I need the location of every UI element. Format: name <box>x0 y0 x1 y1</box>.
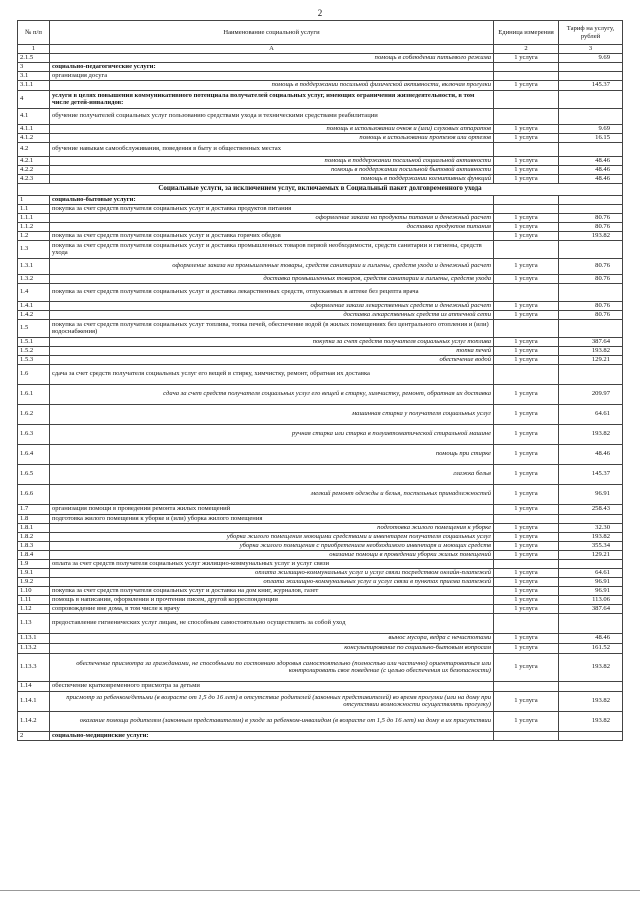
tariff-value: 48.46 <box>559 444 623 464</box>
table-row <box>18 62 623 71</box>
tariff-value: 258.43 <box>559 504 623 514</box>
table-row <box>18 424 623 444</box>
table-row <box>18 222 623 231</box>
tariff-value <box>559 613 623 633</box>
service-name: помощь в написании, оформлении и прочтении писем, другой корреспонденции <box>50 595 494 604</box>
table-row <box>18 484 623 504</box>
table-row <box>18 514 623 523</box>
row-number: 4.2.1 <box>18 156 50 165</box>
table-row <box>18 355 623 364</box>
tariff-value: 9.69 <box>559 53 623 62</box>
unit-of-measure: 1 услуга <box>494 258 559 274</box>
tariff-value <box>559 319 623 337</box>
unit-of-measure <box>494 613 559 633</box>
unit-of-measure <box>494 283 559 301</box>
service-name: социально-медицинские услуги: <box>50 731 494 740</box>
tariff-value: 193.82 <box>559 711 623 731</box>
tariff-value <box>559 204 623 213</box>
row-number: 1.5.3 <box>18 355 50 364</box>
table-row <box>18 108 623 124</box>
service-name: обеспечение присмотра за гражданами, не способными по состоянию здоровья самостоятельно (полностью или частично) ориентироваться или контролировать свое поведение (с целью обеспечения их безопасности) <box>50 653 494 681</box>
service-name: помощь в поддержании когнитивных функций <box>50 174 494 183</box>
unit-of-measure: 1 услуга <box>494 595 559 604</box>
row-number: 4.2.2 <box>18 165 50 174</box>
table-row <box>18 165 623 174</box>
column-number: А <box>50 45 494 54</box>
tariff-value: 209.97 <box>559 384 623 404</box>
unit-of-measure: 1 услуга <box>494 80 559 90</box>
row-number: 1.8.2 <box>18 532 50 541</box>
tariff-value <box>559 142 623 156</box>
tariff-table <box>17 20 623 741</box>
unit-of-measure: 1 услуга <box>494 53 559 62</box>
tariff-value: 96.91 <box>559 586 623 595</box>
row-number: 4.2.3 <box>18 174 50 183</box>
header-tariff: Тариф на услугу, рублей <box>559 21 623 45</box>
tariff-value: 48.46 <box>559 156 623 165</box>
unit-of-measure: 1 услуга <box>494 355 559 364</box>
table-row <box>18 364 623 384</box>
row-number: 1.8.3 <box>18 541 50 550</box>
tariff-value <box>559 283 623 301</box>
table-row <box>18 568 623 577</box>
unit-of-measure: 1 услуга <box>494 404 559 424</box>
header-name: Наименование социальной услуги <box>50 21 494 45</box>
service-name: вынос мусора, ведра с нечистотами <box>50 633 494 643</box>
row-number: 1.6 <box>18 364 50 384</box>
table-row <box>18 523 623 532</box>
row-number: 4.1.1 <box>18 124 50 133</box>
unit-of-measure: 1 услуга <box>494 165 559 174</box>
tariff-value <box>559 90 623 108</box>
table-row <box>18 310 623 319</box>
column-number-row <box>18 45 623 54</box>
unit-of-measure: 1 услуга <box>494 424 559 444</box>
table-row <box>18 550 623 559</box>
table-row <box>18 577 623 586</box>
row-number: 1.6.6 <box>18 484 50 504</box>
table-row <box>18 174 623 183</box>
row-number: 1.6.5 <box>18 464 50 484</box>
table-row <box>18 133 623 142</box>
service-name: сопровождение вне дома, в том числе к врачу <box>50 604 494 613</box>
service-name: подготовка жилого помещения к уборке <box>50 523 494 532</box>
tariff-value: 145.37 <box>559 80 623 90</box>
tariff-value: 193.82 <box>559 653 623 681</box>
unit-of-measure <box>494 195 559 204</box>
service-name: обучение получателей социальных услуг пользованию средствами ухода и техническими средствами реабилитации <box>50 108 494 124</box>
row-number: 1.6.3 <box>18 424 50 444</box>
tariff-value: 32.30 <box>559 523 623 532</box>
unit-of-measure: 1 услуга <box>494 231 559 240</box>
table-row <box>18 559 623 568</box>
unit-of-measure: 1 услуга <box>494 568 559 577</box>
table-row <box>18 711 623 731</box>
tariff-value <box>559 364 623 384</box>
tariff-value <box>559 71 623 80</box>
service-name: сдача за счет средств получателя социальных услуг его вещей в стирку, химчистку, ремонт, обратная их доставка <box>50 384 494 404</box>
row-number: 1.7 <box>18 504 50 514</box>
service-name: оплата за счет средств получателя социальных услуг жилищно-коммунальных услуг и услуг связи <box>50 559 494 568</box>
row-number: 1.3.1 <box>18 258 50 274</box>
unit-of-measure <box>494 240 559 258</box>
unit-of-measure: 1 услуга <box>494 586 559 595</box>
service-name: мелкий ремонт одежды и белья, постельных принадлежностей <box>50 484 494 504</box>
page-edge-line <box>0 890 640 891</box>
row-number: 1.9.1 <box>18 568 50 577</box>
row-number: 1.5.1 <box>18 337 50 346</box>
row-number: 1.14.1 <box>18 691 50 711</box>
row-number: 1.1 <box>18 204 50 213</box>
service-name: обучение навыкам самообслуживания, поведения в быту и общественных местах <box>50 142 494 156</box>
unit-of-measure <box>494 62 559 71</box>
table-row <box>18 404 623 424</box>
service-name: социально-педагогические услуги: <box>50 62 494 71</box>
table-row <box>18 532 623 541</box>
unit-of-measure: 1 услуга <box>494 541 559 550</box>
row-number: 1.2 <box>18 231 50 240</box>
service-name: организация помощи в проведении ремонта жилых помещений <box>50 504 494 514</box>
tariff-value: 129.21 <box>559 355 623 364</box>
unit-of-measure: 1 услуга <box>494 643 559 653</box>
tariff-value: 80.76 <box>559 310 623 319</box>
row-number: 2.1.5 <box>18 53 50 62</box>
service-name: уборка жилого помещения моющими средствами и инвентарем получателя социальных услуг <box>50 532 494 541</box>
row-number: 1.14 <box>18 681 50 691</box>
service-name: доставка промышленных товаров, средств санитарии и гигиены, средств ухода <box>50 274 494 283</box>
row-number: 1.13.3 <box>18 653 50 681</box>
table-row <box>18 613 623 633</box>
column-number: 1 <box>18 45 50 54</box>
unit-of-measure: 1 услуга <box>494 523 559 532</box>
header-num: № п/п <box>18 21 50 45</box>
row-number: 4.1.2 <box>18 133 50 142</box>
row-number: 1.3 <box>18 240 50 258</box>
tariff-value: 80.76 <box>559 222 623 231</box>
table-row <box>18 204 623 213</box>
unit-of-measure: 1 услуга <box>494 604 559 613</box>
service-name: покупка за счет средств получателя социальных услуг топлива, топка печей, обеспечение водой (в жилых помещениях без центрального отопления и (или) водоснабжения) <box>50 319 494 337</box>
unit-of-measure: 1 услуга <box>494 133 559 142</box>
unit-of-measure: 1 услуга <box>494 337 559 346</box>
tariff-value: 145.37 <box>559 464 623 484</box>
service-name: уборка жилого помещения с приобретением необходимого инвентаря и моющих средств <box>50 541 494 550</box>
service-name: оказание помощи родителям (законным представителям) в уходе за ребенком-инвалидом (в возрасте от 1,5 до 16 лет) на дому в их присутствии <box>50 711 494 731</box>
service-name: помощь в поддержании посильной социальной активности <box>50 156 494 165</box>
table-row <box>18 283 623 301</box>
unit-of-measure <box>494 364 559 384</box>
unit-of-measure: 1 услуга <box>494 274 559 283</box>
service-name: социально-бытовые услуги: <box>50 195 494 204</box>
row-number: 1.6.1 <box>18 384 50 404</box>
row-number: 1.1.1 <box>18 213 50 222</box>
row-number: 1.12 <box>18 604 50 613</box>
tariff-value: 48.46 <box>559 174 623 183</box>
service-name: обеспечение водой <box>50 355 494 364</box>
service-name: предоставление гигиенических услуг лицам, не способным самостоятельно осуществлять за собой уход <box>50 613 494 633</box>
unit-of-measure <box>494 559 559 568</box>
table-row <box>18 504 623 514</box>
table-row <box>18 274 623 283</box>
row-number: 1.11 <box>18 595 50 604</box>
tariff-value: 193.82 <box>559 424 623 444</box>
unit-of-measure <box>494 142 559 156</box>
tariff-value <box>559 62 623 71</box>
unit-of-measure: 1 услуга <box>494 633 559 643</box>
table-row <box>18 346 623 355</box>
tariff-value: 96.91 <box>559 577 623 586</box>
row-number: 1.6.2 <box>18 404 50 424</box>
service-name: покупка за счет средств получателя социальных услуг и доставка на дом книг, журналов, газет <box>50 586 494 595</box>
table-row <box>18 240 623 258</box>
service-name: помощь в использовании протезов или ортезов <box>50 133 494 142</box>
service-name: оформление заказа на промышленные товары, средств санитарии и гигиены, средств ухода и денежный расчет <box>50 258 494 274</box>
table-row <box>18 586 623 595</box>
unit-of-measure <box>494 731 559 740</box>
table-row <box>18 319 623 337</box>
tariff-value: 9.69 <box>559 124 623 133</box>
table-row <box>18 643 623 653</box>
tariff-value: 161.52 <box>559 643 623 653</box>
tariff-value <box>559 108 623 124</box>
row-number: 1.10 <box>18 586 50 595</box>
unit-of-measure <box>494 681 559 691</box>
service-name: оказание помощи в проведении уборки жилых помещений <box>50 550 494 559</box>
table-row <box>18 90 623 108</box>
row-number: 3.1 <box>18 71 50 80</box>
unit-of-measure: 1 услуга <box>494 711 559 731</box>
tariff-value <box>559 240 623 258</box>
service-name: помощь при стирке <box>50 444 494 464</box>
tariff-value <box>559 681 623 691</box>
row-number: 1.9.2 <box>18 577 50 586</box>
service-name: оплата жилищно-коммунальных услуг и услуг связи в пунктах приема платежей <box>50 577 494 586</box>
row-number: 1.14.2 <box>18 711 50 731</box>
unit-of-measure <box>494 108 559 124</box>
tariff-value: 113.06 <box>559 595 623 604</box>
service-name: помощь в использовании очков и (или) слуховых аппаратов <box>50 124 494 133</box>
table-row <box>18 142 623 156</box>
unit-of-measure: 1 услуга <box>494 310 559 319</box>
table-row <box>18 731 623 740</box>
table-row <box>18 156 623 165</box>
row-number: 1.13.1 <box>18 633 50 643</box>
table-row <box>18 231 623 240</box>
unit-of-measure: 1 услуга <box>494 213 559 222</box>
tariff-value: 16.15 <box>559 133 623 142</box>
table-header-row <box>18 21 623 45</box>
row-number: 1.8 <box>18 514 50 523</box>
section-heading-row <box>18 183 623 195</box>
column-number: 2 <box>494 45 559 54</box>
service-name: организация досуга <box>50 71 494 80</box>
table-row <box>18 604 623 613</box>
service-name: сдача за счет средств получателя социальных услуг его вещей в стирку, химчистку, ремонт, обратная их доставка <box>50 364 494 384</box>
row-number: 1.1.2 <box>18 222 50 231</box>
row-number: 1.5 <box>18 319 50 337</box>
table-row <box>18 464 623 484</box>
row-number: 4 <box>18 90 50 108</box>
table-row <box>18 691 623 711</box>
tariff-value: 48.46 <box>559 165 623 174</box>
row-number: 1.4 <box>18 283 50 301</box>
unit-of-measure <box>494 204 559 213</box>
tariff-value: 193.82 <box>559 532 623 541</box>
row-number: 1.9 <box>18 559 50 568</box>
row-number: 1.13.2 <box>18 643 50 653</box>
unit-of-measure: 1 услуга <box>494 222 559 231</box>
tariff-value: 193.82 <box>559 346 623 355</box>
tariff-value: 387.64 <box>559 604 623 613</box>
table-row <box>18 301 623 310</box>
row-number: 3.1.1 <box>18 80 50 90</box>
tariff-value <box>559 731 623 740</box>
column-number: 3 <box>559 45 623 54</box>
tariff-value: 64.61 <box>559 404 623 424</box>
tariff-value: 80.76 <box>559 274 623 283</box>
row-number: 1.8.4 <box>18 550 50 559</box>
service-name: покупка за счет средств получателя социальных услуг и доставка горячих обедов <box>50 231 494 240</box>
unit-of-measure: 1 услуга <box>494 484 559 504</box>
unit-of-measure <box>494 514 559 523</box>
header-unit: Единица измерения <box>494 21 559 45</box>
unit-of-measure: 1 услуга <box>494 346 559 355</box>
tariff-value: 80.76 <box>559 258 623 274</box>
row-number: 1.13 <box>18 613 50 633</box>
unit-of-measure: 1 услуга <box>494 124 559 133</box>
service-name: оплата жилищно-коммунальных услуг и услуг связи посредством онлайн-платежей <box>50 568 494 577</box>
page-number: 2 <box>317 8 323 18</box>
tariff-value <box>559 195 623 204</box>
tariff-value: 193.82 <box>559 231 623 240</box>
tariff-value <box>559 514 623 523</box>
service-name: помощь в поддержании посильной физической активности, включая прогулки <box>50 80 494 90</box>
service-name: услуги в целях повышения коммуникативного потенциала получателей социальных услуг, имеющих ограничения жизнедеятельности, в том числе детей-инвалидов: <box>50 90 494 108</box>
row-number: 1.8.1 <box>18 523 50 532</box>
service-name: покупка за счет средств получателя социальных услуг топлива <box>50 337 494 346</box>
unit-of-measure <box>494 71 559 80</box>
unit-of-measure <box>494 319 559 337</box>
service-name: доставка лекарственных средств из аптечной сети <box>50 310 494 319</box>
table-row <box>18 195 623 204</box>
service-name: машинная стирка у получателя социальных услуг <box>50 404 494 424</box>
row-number: 1.3.2 <box>18 274 50 283</box>
unit-of-measure: 1 услуга <box>494 301 559 310</box>
table-row <box>18 124 623 133</box>
table-row <box>18 384 623 404</box>
service-name: консультирование по социально-бытовым вопросам <box>50 643 494 653</box>
service-name: оформление заказа лекарственных средств и денежный расчет <box>50 301 494 310</box>
table-row <box>18 53 623 62</box>
unit-of-measure: 1 услуга <box>494 550 559 559</box>
service-name: доставка продуктов питания <box>50 222 494 231</box>
table-row <box>18 541 623 550</box>
service-name: покупка за счет средств получателя социальных услуг и доставка промышленных товаров первой необходимости, средств санитарии и гигиены, средств ухода <box>50 240 494 258</box>
service-name: покупка за счет средств получателя социальных услуг и доставка продуктов питания <box>50 204 494 213</box>
row-number: 4.1 <box>18 108 50 124</box>
unit-of-measure: 1 услуга <box>494 504 559 514</box>
section-heading: Социальные услуги, за исключением услуг, включаемых в Социальный пакет долговременного ухода <box>18 183 623 195</box>
row-number: 3 <box>18 62 50 71</box>
row-number: 1 <box>18 195 50 204</box>
tariff-value <box>559 559 623 568</box>
unit-of-measure: 1 услуга <box>494 532 559 541</box>
service-name: обеспечение кратковременного присмотра за детьми <box>50 681 494 691</box>
service-name: присмотр за ребенком/детьми (в возрасте от 1,5 до 16 лет) в отсутствие родителей (законных представителей) во время прогулки (или на дому при отсутствии возможности осуществлять прогулку) <box>50 691 494 711</box>
service-name: помощь в соблюдении питьевого режима <box>50 53 494 62</box>
unit-of-measure: 1 услуга <box>494 444 559 464</box>
row-number: 2 <box>18 731 50 740</box>
service-name: ручная стирка или стирка в полуавтоматической стиральной машине <box>50 424 494 444</box>
table-row <box>18 71 623 80</box>
tariff-value: 193.82 <box>559 691 623 711</box>
unit-of-measure: 1 услуга <box>494 577 559 586</box>
service-name: топка печей <box>50 346 494 355</box>
unit-of-measure: 1 услуга <box>494 384 559 404</box>
unit-of-measure <box>494 90 559 108</box>
table-row <box>18 595 623 604</box>
row-number: 4.2 <box>18 142 50 156</box>
unit-of-measure: 1 услуга <box>494 653 559 681</box>
service-name: покупка за счет средств получателя социальных услуг и доставка лекарственных средств, отпускаемых в аптеке без рецепта врача <box>50 283 494 301</box>
row-number: 1.4.2 <box>18 310 50 319</box>
service-name: подготовка жилого помещения к уборке и (или) уборка жилого помещения <box>50 514 494 523</box>
unit-of-measure: 1 услуга <box>494 156 559 165</box>
tariff-value: 96.91 <box>559 484 623 504</box>
tariff-value: 129.21 <box>559 550 623 559</box>
table-row <box>18 681 623 691</box>
table-body <box>18 53 623 740</box>
service-name: оформление заказа на продукты питания и денежный расчет <box>50 213 494 222</box>
tariff-value: 80.76 <box>559 213 623 222</box>
tariff-value: 48.46 <box>559 633 623 643</box>
table-row <box>18 444 623 464</box>
tariff-value: 387.64 <box>559 337 623 346</box>
row-number: 1.4.1 <box>18 301 50 310</box>
tariff-value: 64.61 <box>559 568 623 577</box>
service-name: глажка белья <box>50 464 494 484</box>
table-row <box>18 213 623 222</box>
unit-of-measure: 1 услуга <box>494 464 559 484</box>
table-row <box>18 653 623 681</box>
tariff-value: 80.76 <box>559 301 623 310</box>
table-row <box>18 258 623 274</box>
table-row <box>18 337 623 346</box>
service-name: помощь в поддержании посильной бытовой активности <box>50 165 494 174</box>
row-number: 1.6.4 <box>18 444 50 464</box>
row-number: 1.5.2 <box>18 346 50 355</box>
table-row <box>18 80 623 90</box>
unit-of-measure: 1 услуга <box>494 691 559 711</box>
table-row <box>18 633 623 643</box>
tariff-value: 355.34 <box>559 541 623 550</box>
unit-of-measure: 1 услуга <box>494 174 559 183</box>
